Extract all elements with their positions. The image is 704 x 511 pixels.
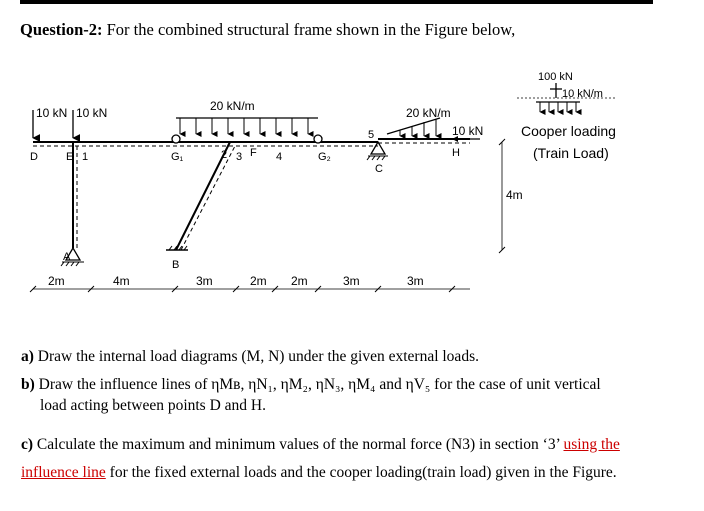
dim-3: 3m xyxy=(196,274,213,288)
udl-1-label: 20 kN/m xyxy=(210,99,255,113)
part-b-line2: load acting between points D and H. xyxy=(40,397,266,414)
horizontal-load-label: 10 kN xyxy=(452,124,484,138)
point-load-2-label: 10 kN xyxy=(76,106,108,120)
part-b-line1: Draw the influence lines of ηMʙ, ηN₁, ηM₂, ηN₃, ηM₄ and ηV₅ for the case of unit vertical xyxy=(38,376,601,393)
label-h: H xyxy=(452,147,460,159)
height-dimension xyxy=(499,139,505,253)
part-c-text-1: Calculate the maximum and minimum values of the normal force (N3) in section ‘3’ xyxy=(36,436,560,453)
label-1: 1 xyxy=(82,151,89,163)
label-g2: G₂ xyxy=(318,151,331,163)
part-b xyxy=(21,374,601,416)
cooper-udl-label: 10 kN/m xyxy=(562,88,603,100)
hinge-g1 xyxy=(172,135,180,143)
label-2: 2 xyxy=(221,149,228,161)
part-a xyxy=(21,346,479,367)
part-a-text: Draw the internal load diagrams (M, N) under the given external loads. xyxy=(37,348,479,365)
part-c-label: c) xyxy=(21,436,34,453)
label-4: 4 xyxy=(276,151,283,163)
label-d: D xyxy=(30,151,38,163)
dim-1: 2m xyxy=(48,274,65,288)
dim-4: 2m xyxy=(250,274,267,288)
hinge-g2 xyxy=(314,135,322,143)
dim-5: 2m xyxy=(291,274,308,288)
height-label: 4m xyxy=(506,188,523,202)
udl-2 xyxy=(387,118,440,136)
label-3: 3 xyxy=(236,151,243,163)
part-c-text-2: for the fixed external loads and the cooper loading(train load) given in the xyxy=(109,464,569,481)
point-load-1-label: 10 kN xyxy=(36,106,68,120)
label-c: C xyxy=(375,163,383,175)
dim-6: 3m xyxy=(343,274,360,288)
label-5: 5 xyxy=(368,129,375,141)
part-b-label: b) xyxy=(21,376,35,393)
label-a: A xyxy=(63,251,71,263)
cooper-title: Cooper loading xyxy=(521,123,616,139)
label-g1: G₁ xyxy=(171,151,184,163)
udl-1 xyxy=(176,118,318,134)
udl-2-label: 20 kN/m xyxy=(406,106,451,120)
part-c xyxy=(21,431,661,487)
question-text: For the combined structural frame shown in the Figure below, xyxy=(106,20,516,39)
main-beam xyxy=(33,139,470,146)
cooper-point-label: 100 kN xyxy=(538,71,573,83)
part-c-text-3: Figure. xyxy=(572,464,617,481)
part-a-label: a) xyxy=(21,348,34,365)
dim-2: 4m xyxy=(113,274,130,288)
pin-support-c xyxy=(367,142,388,160)
label-f: F xyxy=(250,147,257,159)
label-e: E xyxy=(66,151,74,163)
column-a xyxy=(73,142,77,248)
label-b: B xyxy=(172,259,180,271)
influence-line-link[interactable]: using the influence line xyxy=(21,436,620,481)
cooper-subtitle: (Train Load) xyxy=(533,145,609,161)
question-number: Question-2: xyxy=(20,20,103,39)
dim-7: 3m xyxy=(407,274,424,288)
